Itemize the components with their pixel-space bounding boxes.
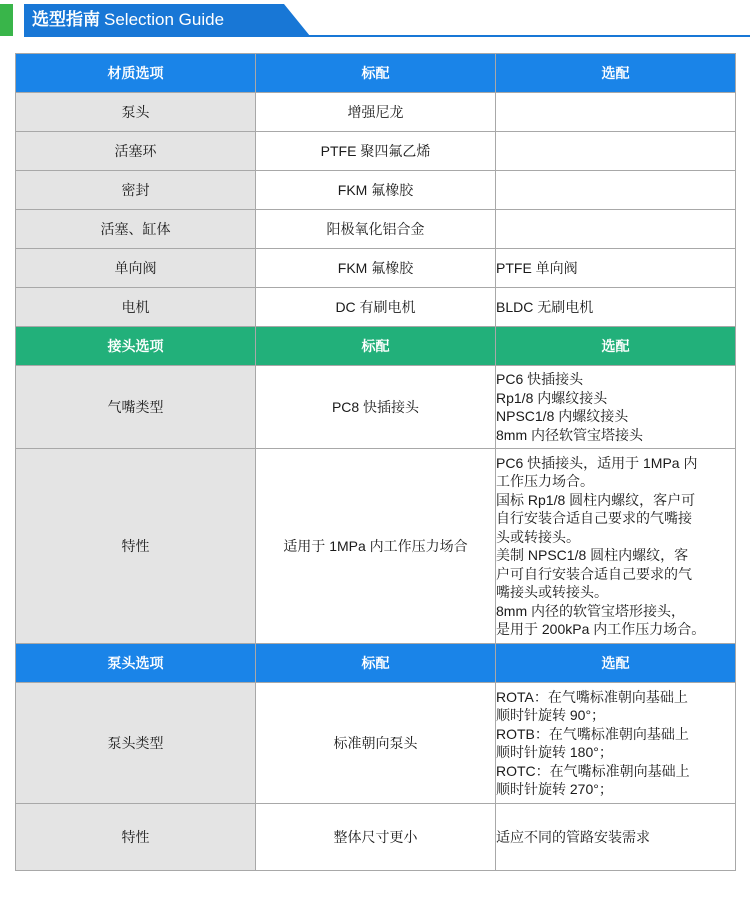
standard-value: 适用于 1MPa 内工作压力场合: [256, 449, 496, 644]
optional-line: 自行安装合适自己要求的气嘴接: [496, 510, 692, 526]
optional-line: PC6 快插接头，适用于 1MPa 内: [496, 454, 698, 471]
page-title: [32, 8, 224, 32]
optional-value: [496, 449, 736, 644]
optional-line: 美制 NPSC1/8 圆柱内螺纹，客: [496, 547, 689, 563]
header-optional-col: 选配: [496, 327, 736, 366]
header-option-col: 材质选项: [16, 54, 256, 93]
row-label: 密封: [16, 171, 256, 210]
row-label: 活塞、缸体: [16, 210, 256, 249]
standard-value: PC8 快插接头: [256, 366, 496, 449]
table-row: [16, 210, 736, 249]
standard-value: DC 有刷电机: [256, 288, 496, 327]
section-header-pumphead: [16, 644, 736, 683]
optional-value: [496, 93, 736, 132]
green-accent-bar: [0, 4, 13, 36]
optional-value: [496, 288, 736, 327]
optional-line: 头或转接头。: [496, 528, 580, 545]
row-label: 电机: [16, 288, 256, 327]
optional-value: [496, 132, 736, 171]
standard-value: FKM 氟橡胶: [256, 249, 496, 288]
row-label: 泵头: [16, 93, 256, 132]
row-label: 气嘴类型: [16, 366, 256, 449]
optional-line: 嘴接头或转接头。: [496, 584, 608, 600]
row-label: 特性: [16, 449, 256, 644]
optional-line: 顺时针旋转 180°；: [496, 744, 613, 760]
header-underline: [24, 35, 750, 37]
optional-line: 户可自行安装合适自己要求的气: [496, 565, 692, 582]
header-standard-col: 标配: [256, 644, 496, 683]
table-row: [16, 249, 736, 288]
standard-value: 阳极氧化铝合金: [256, 210, 496, 249]
title-zh: 选型指南: [32, 10, 100, 29]
optional-value: [496, 804, 736, 871]
optional-line: 8mm 内径的软管宝塔形接头，: [496, 602, 685, 619]
section-header-material: [16, 54, 736, 93]
optional-line: Rp1/8 内螺纹接头: [496, 389, 608, 406]
header-option-col: 泵头选项: [16, 644, 256, 683]
optional-line: ROTC：在气嘴标准朝向基础上: [496, 762, 690, 779]
standard-value: 标准朝向泵头: [256, 683, 496, 804]
header-optional-col: 选配: [496, 54, 736, 93]
table-row: [16, 288, 736, 327]
optional-line: 是用于 200kPa 内工作压力场合。: [496, 621, 706, 637]
table-row: [16, 449, 736, 644]
selection-guide-table: [15, 53, 736, 871]
optional-line: ROTB：在气嘴标准朝向基础上: [496, 725, 689, 742]
header-standard-col: 标配: [256, 327, 496, 366]
optional-line: 国标 Rp1/8 圆柱内螺纹，客户可: [496, 491, 696, 508]
row-label: 单向阀: [16, 249, 256, 288]
page-header: [0, 0, 750, 40]
section-header-fitting: [16, 327, 736, 366]
optional-line: 适应不同的管路安装需求: [496, 828, 650, 845]
standard-value: 整体尺寸更小: [256, 804, 496, 871]
optional-value: [496, 683, 736, 804]
table-row: [16, 683, 736, 804]
table-row: [16, 171, 736, 210]
optional-line: 8mm 内径软管宝塔接头: [496, 426, 643, 443]
standard-value: PTFE 聚四氟乙烯: [256, 132, 496, 171]
table-row: [16, 804, 736, 871]
header-standard-col: 标配: [256, 54, 496, 93]
optional-line: NPSC1/8 内螺纹接头: [496, 408, 629, 424]
standard-value: 增强尼龙: [256, 93, 496, 132]
row-label: 特性: [16, 804, 256, 871]
optional-line: PC6 快插接头: [496, 371, 584, 387]
optional-line: ROTA：在气嘴标准朝向基础上: [496, 688, 688, 705]
optional-line: BLDC 无刷电机: [496, 298, 594, 315]
row-label: 泵头类型: [16, 683, 256, 804]
optional-value: [496, 210, 736, 249]
optional-line: 顺时针旋转 90°；: [496, 707, 606, 723]
table-row: [16, 366, 736, 449]
optional-value: [496, 171, 736, 210]
title-en: Selection Guide: [104, 10, 225, 29]
header-option-col: 接头选项: [16, 327, 256, 366]
header-optional-col: 选配: [496, 644, 736, 683]
table-row: [16, 132, 736, 171]
standard-value: FKM 氟橡胶: [256, 171, 496, 210]
optional-value: [496, 249, 736, 288]
optional-value: [496, 366, 736, 449]
table-row: [16, 93, 736, 132]
optional-line: PTFE 单向阀: [496, 259, 578, 276]
optional-line: 顺时针旋转 270°；: [496, 781, 613, 797]
row-label: 活塞环: [16, 132, 256, 171]
optional-line: 工作压力场合。: [496, 473, 594, 489]
